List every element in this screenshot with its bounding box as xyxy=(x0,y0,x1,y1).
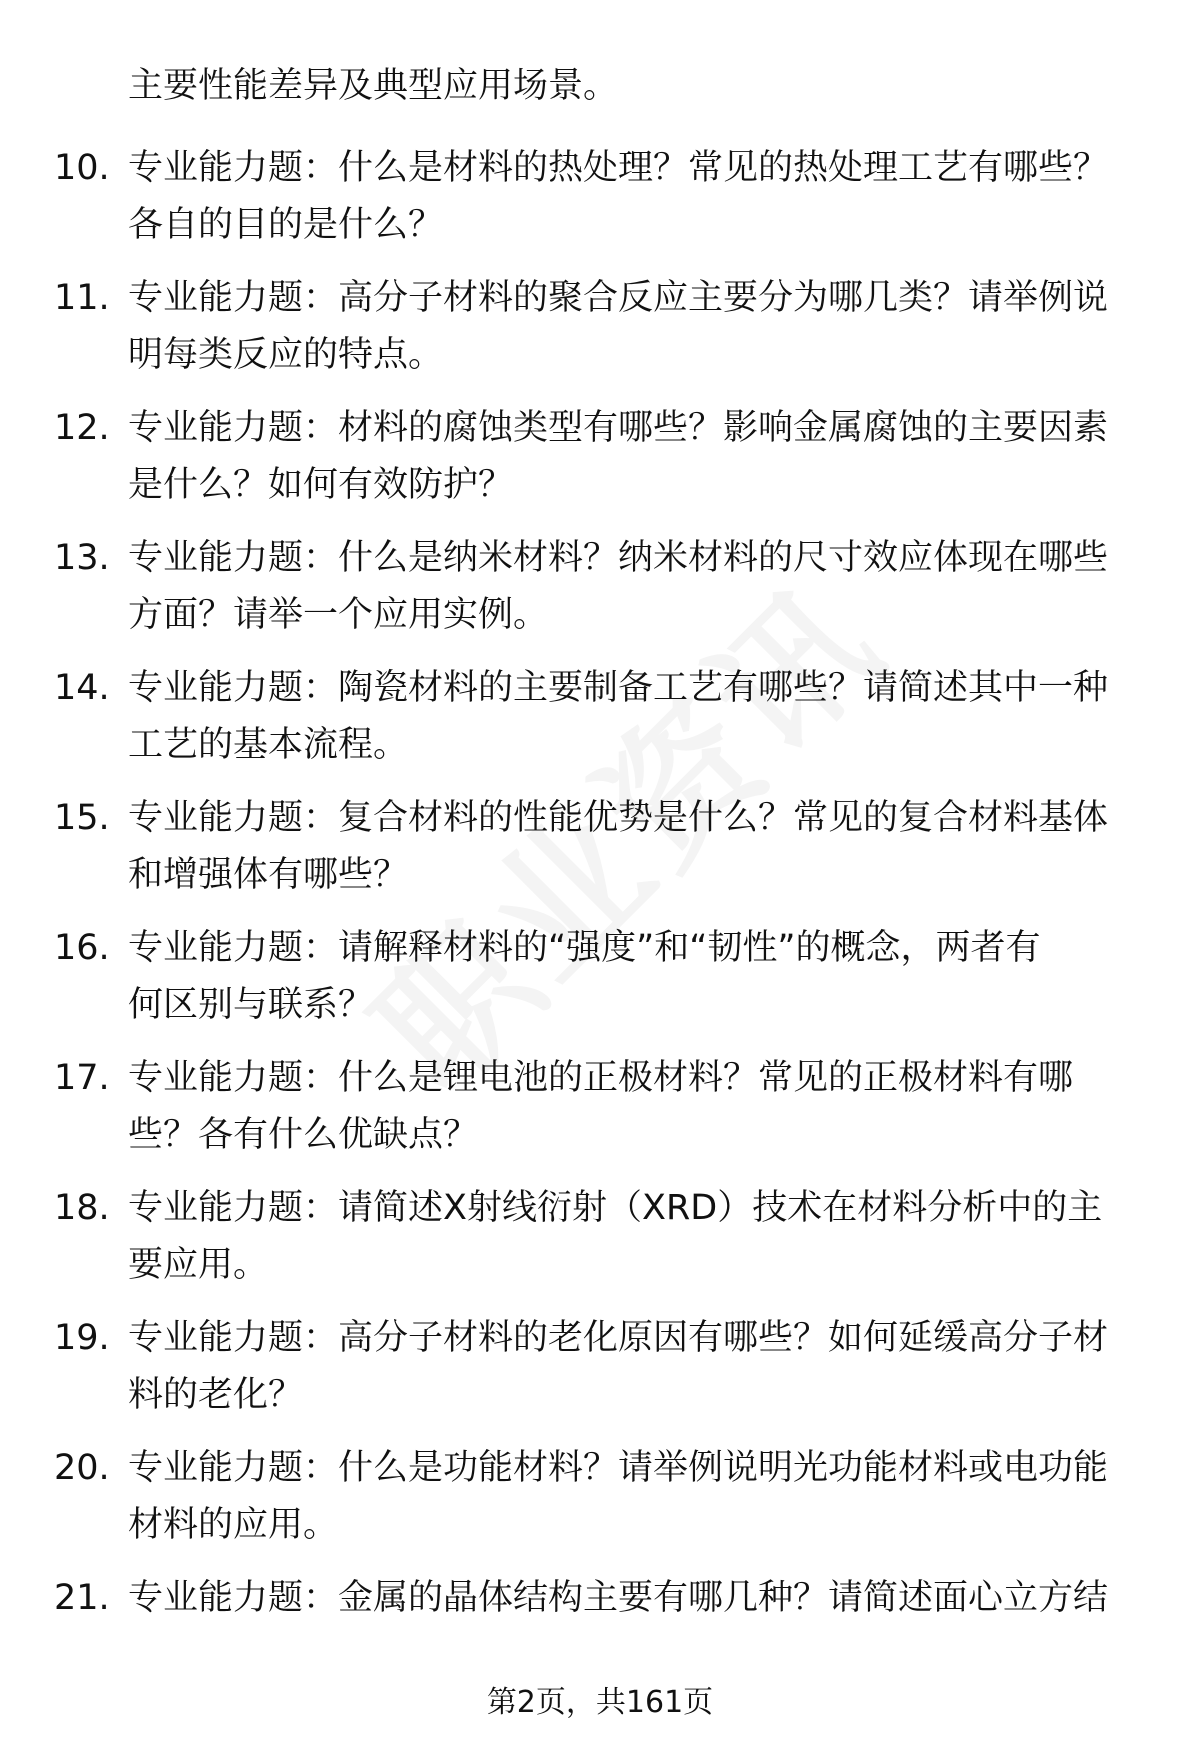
item-text-line: 专业能力题：请解释材料的“强度”和“韧性”的概念，两者有 xyxy=(128,928,1041,968)
item-number: 19. xyxy=(54,1318,110,1358)
continued-text-line: 主要性能差异及典型应用场景。 xyxy=(128,66,619,106)
item-number: 13. xyxy=(54,538,110,578)
item-text-line: 专业能力题：什么是材料的热处理？常见的热处理工艺有哪些？ xyxy=(128,148,1109,188)
item-text xyxy=(128,1570,1138,1627)
item-text xyxy=(128,140,1138,254)
list-item xyxy=(0,1050,1200,1180)
item-text-line: 专业能力题：复合材料的性能优势是什么？常见的复合材料基体 xyxy=(128,798,1109,838)
item-text-line: 明每类反应的特点。 xyxy=(128,335,444,375)
item-number: 11. xyxy=(54,278,110,318)
list-item xyxy=(0,660,1200,790)
list-item xyxy=(0,1180,1200,1310)
item-text xyxy=(128,1440,1138,1554)
item-text-line: 专业能力题：金属的晶体结构主要有哪几种？请简述面心立方结 xyxy=(128,1578,1109,1618)
list-item xyxy=(0,530,1200,660)
item-text-line: 材料的应用。 xyxy=(128,1505,339,1545)
item-number: 17. xyxy=(54,1058,110,1098)
item-text xyxy=(128,1050,1138,1164)
item-text-line: 专业能力题：什么是功能材料？请举例说明光功能材料或电功能 xyxy=(128,1448,1109,1488)
item-text xyxy=(128,920,1138,1034)
item-number: 15. xyxy=(54,798,110,838)
item-text-line: 何区别与联系？ xyxy=(128,985,374,1025)
question-list xyxy=(0,140,1200,1700)
item-text xyxy=(128,1310,1138,1424)
list-item xyxy=(0,920,1200,1050)
item-number: 14. xyxy=(54,668,110,708)
list-item xyxy=(0,1570,1200,1700)
list-item xyxy=(0,790,1200,920)
list-item xyxy=(0,1440,1200,1570)
item-text xyxy=(128,790,1138,904)
list-item xyxy=(0,1310,1200,1440)
item-text-line: 专业能力题：高分子材料的老化原因有哪些？如何延缓高分子材 xyxy=(128,1318,1109,1358)
item-text xyxy=(128,1180,1138,1294)
item-text-line: 工艺的基本流程。 xyxy=(128,725,409,765)
item-number: 20. xyxy=(54,1448,110,1488)
item-text-line: 专业能力题：陶瓷材料的主要制备工艺有哪些？请简述其中一种 xyxy=(128,668,1109,708)
item-text xyxy=(128,530,1138,644)
list-item xyxy=(0,400,1200,530)
item-text-line: 各自的目的是什么？ xyxy=(128,205,444,245)
item-text-line: 专业能力题：什么是纳米材料？纳米材料的尺寸效应体现在哪些 xyxy=(128,538,1109,578)
item-text-line: 专业能力题：材料的腐蚀类型有哪些？影响金属腐蚀的主要因素 xyxy=(128,408,1109,448)
item-text-line: 专业能力题：请简述X射线衍射（XRD）技术在材料分析中的主 xyxy=(128,1188,1103,1228)
item-text-line: 料的老化？ xyxy=(128,1375,304,1415)
item-number: 21. xyxy=(54,1578,110,1618)
item-text-line: 专业能力题：高分子材料的聚合反应主要分为哪几类？请举例说 xyxy=(128,278,1109,318)
list-item xyxy=(0,140,1200,270)
item-text xyxy=(128,400,1138,514)
item-number: 18. xyxy=(54,1188,110,1228)
list-item xyxy=(0,270,1200,400)
item-number: 10. xyxy=(54,148,110,188)
item-text-line: 是什么？如何有效防护？ xyxy=(128,465,514,505)
item-number: 12. xyxy=(54,408,110,448)
item-number: 16. xyxy=(54,928,110,968)
item-text-line: 些？各有什么优缺点？ xyxy=(128,1115,479,1155)
item-text-line: 方面？请举一个应用实例。 xyxy=(128,595,549,635)
page-number-footer: 第2页，共161页 xyxy=(486,1685,714,1720)
item-text xyxy=(128,660,1138,774)
item-text-line: 要应用。 xyxy=(128,1245,269,1285)
item-text-line: 专业能力题：什么是锂电池的正极材料？常见的正极材料有哪 xyxy=(128,1058,1074,1098)
item-text-line: 和增强体有哪些？ xyxy=(128,855,409,895)
item-text xyxy=(128,270,1138,384)
